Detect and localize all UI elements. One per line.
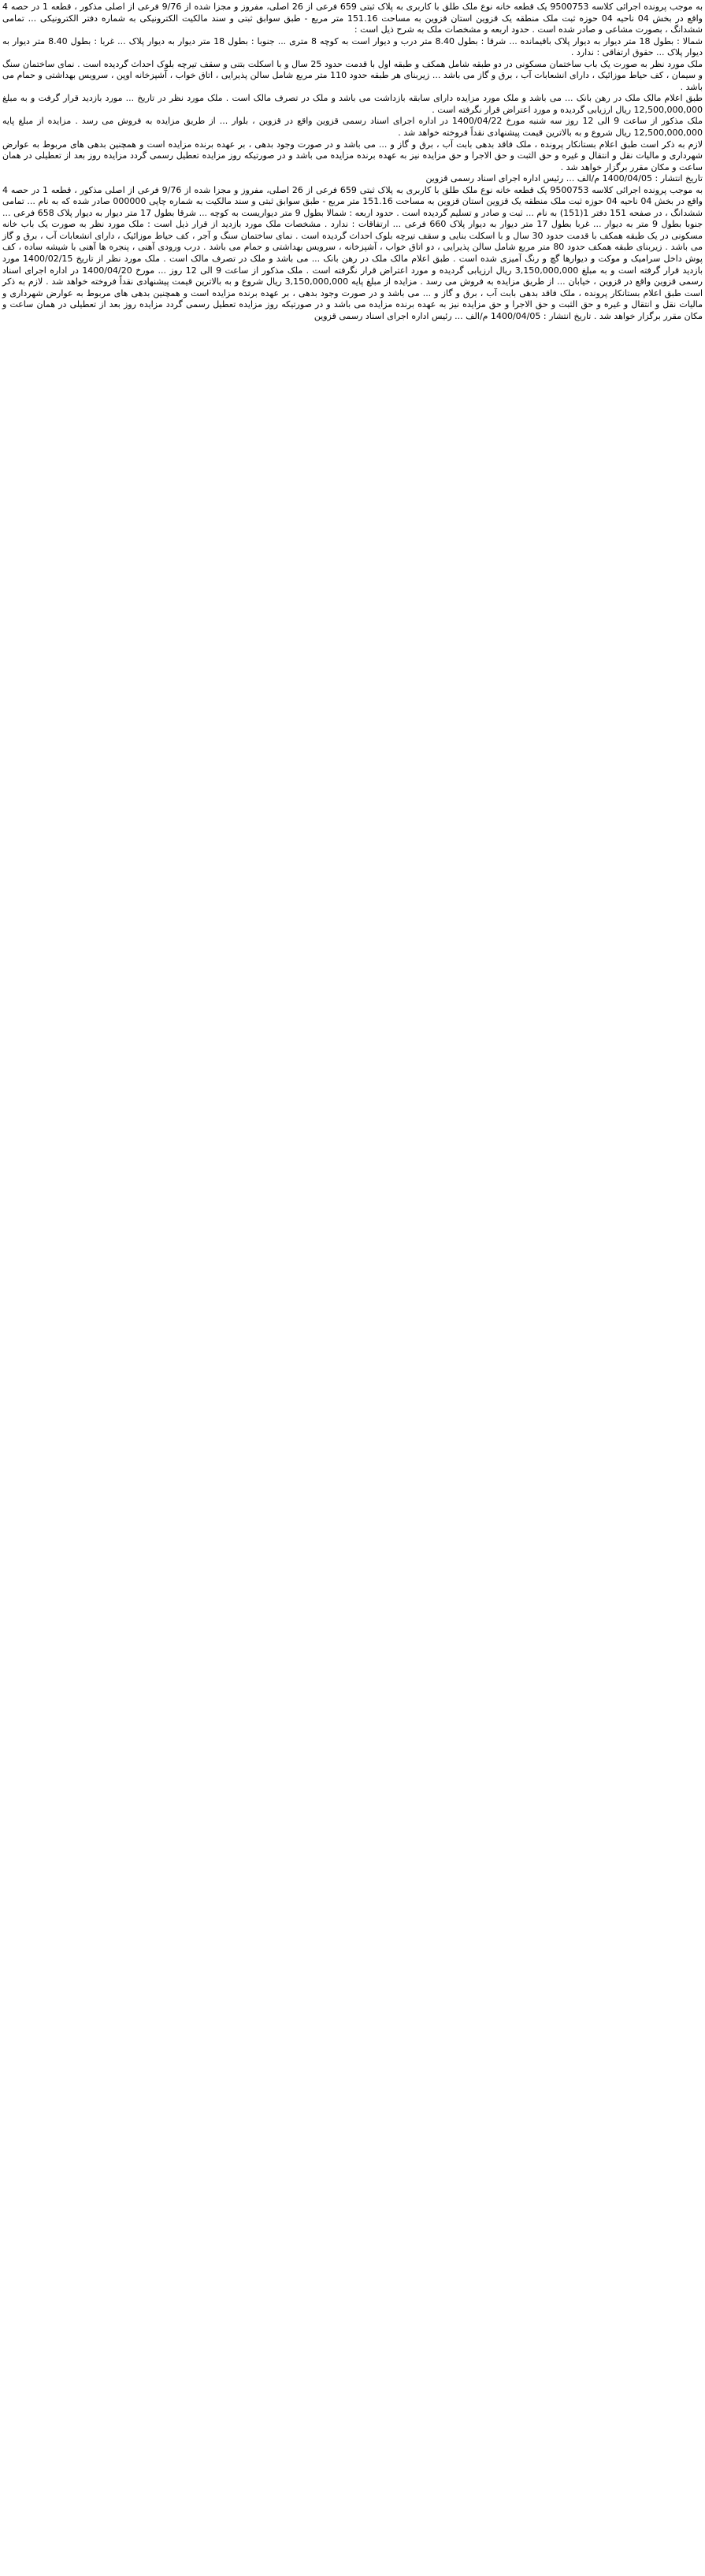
notice-paragraph: لازم به ذکر است طبق اعلام بستانکار پرونده ، ملک فاقد بدهی بابت آب ، برق و گاز و ... می باشد و در صورت وجود بدهی ، بر عهده برنده مزایده است و همچنین بدهی های مربوط به عوارض شهرداری و مالیات نقل و انتقال و غیره و حق الثبت و حق الاجرا و حق مزایده نیز به عهده برنده مزایده می باشد و در صورتیکه روز مزایده تعطیل رسمی گردد مزایده روز بعد از تعطیلی در همان ساعت و مکان مقرر برگزار خواهد شد . xyxy=(2,139,703,172)
notice-paragraph: تاریخ انتشار : 1400/04/05 م/الف ... رئیس اداره اجرای اسناد رسمی قزوین xyxy=(425,173,703,184)
notice-paragraph: به موجب پرونده اجرائی کلاسه 9500753 یک قطعه خانه نوع ملک طلق با کاربری به پلاک ثبتی 659 فرعی از 26 اصلی، مفروز و مجزا شده از 9/76 فرعی از اصلی مذکور ، قطعه 1 در حصه 4 واقع در بخش 04 ناحیه 04 حوزه ثبت ملک منطقه یک قزوین استان قزوین به مساحت 151.16 متر مربع - طبق سوابق ثبتی و سند مالکیت الکترونیکی به شماره دفتر الکترونیکی ... تمامی ششدانگ ، بصورت مشاعی و صادر شده است . حدود اربعه و مشخصات ملک به شرح ذیل است : xyxy=(2,2,703,35)
notice-body-full: به موجب پرونده اجرائی کلاسه 9500753 یک قطعه خانه نوع ملک طلق با کاربری به پلاک ثبتی 659 فرعی از 26 اصلی، مفروز و مجزا شده از 9/76 فرعی از اصلی مذکور ، قطعه 1 در حصه 4 واقع در بخش 04 ناحیه 04 حوزه ثبت ملک منطقه یک قزوین استان قزوین به مساحت 151.16 متر مربع - طبق سوابق ثبتی و سند مالکیت به شماره چاپی 000000 صادر شده که به نام ... تمامی ششدانگ ، در صفحه 151 دفتر 1(151) به نام ... ثبت و صادر و تسلیم گردیده است . حدود اربعه : شمالا بطول 9 متر دیواریست به کوچه ... شرقا بطول 17 متر دیوار به دیوار پلاک 658 فرعی ... جنوبا بطول 9 متر به دیوار ... غربا بطول 17 متر دیوار به دیوار پلاک 660 فرعی ... ارتفاقات : ندارد . مشخصات ملک مورد بازدید از قرار ذیل است : ملک مورد نظر به صورت یک باب خانه مسکونی در یک طبقه همکف با قدمت حدود 30 سال و با اسکلت بنایی و سقف تیرچه بلوک احداث گردیده است . نمای ساختمان سنگ و آجر ، کف حیاط موزائیک ، دارای انشعابات آب ، برق و گاز می باشد . زیربنای طبقه همکف حدود 80 متر مربع شامل سالن پذیرایی ، دو اتاق خواب ، آشپزخانه ، سرویس بهداشتی و حمام می باشد . درب ورودی آهنی ، پنجره ها آهنی با شیشه ساده ، کف پوش داخل سرامیک و موکت و دیوارها گچ و رنگ آمیزی شده است . طبق اعلام مالک ملک در رهن بانک ... می باشد و ملک در تصرف مالک است . ملک مورد نظر از تاریخ 1400/02/15 مورد بازدید قرار گرفته است و به مبلغ 3,150,000,000 ریال ارزیابی گردیده و مورد اعتراض قرار نگرفته است . ملک مذکور از ساعت 9 الی 12 روز ... مورخ 1400/04/20 در اداره اجرای اسناد رسمی قزوین واقع در قزوین ، خیابان ... از طریق مزایده به فروش می رسد . مزایده از مبلغ پایه 3,150,000,000 ریال شروع و به بالاترین قیمت پیشنهادی نقداً فروخته خواهد شد . لازم به ذکر است طبق اعلام بستانکار پرونده ، ملک فاقد بدهی بابت آب ، برق و گاز و ... می باشد و در صورت وجود بدهی ، بر عهده برنده مزایده است و همچنین بدهی های مربوط به عوارض شهرداری و مالیات نقل و انتقال و غیره و حق الثبت و حق الاجرا و حق مزایده نیز به عهده برنده مزایده می باشد و در صورتیکه روز مزایده تعطیل رسمی گردد مزایده روز بعد از تعطیلی در همان ساعت و مکان مقرر برگزار خواهد شد . تاریخ انتشار : 1400/04/05 م/الف ... رئیس اداره اجرای اسناد رسمی قزوین xyxy=(2,184,703,321)
notice-paragraph: ملک مذکور از ساعت 9 الی 12 روز سه شنبه مورخ 1400/04/22 در اداره اجرای اسناد رسمی قزوین واقع در قزوین ، بلوار ... از طریق مزایده به فروش می رسد . مزایده از مبلغ پایه 12,500,000,000 ریال شروع و به بالاترین قیمت پیشنهادی نقداً فروخته خواهد شد . xyxy=(2,116,703,139)
notice-paragraph: ملک مورد نظر به صورت یک باب ساختمان مسکونی در دو طبقه شامل همکف و طبقه اول با قدمت حدود 25 سال و با اسکلت بتنی و سقف تیرچه بلوک احداث گردیده است . نمای ساختمان سنگ و سیمان ، کف حیاط موزائیک ، دارای انشعابات آب ، برق و گاز می باشد ... زیربنای هر طبقه حدود 110 متر مربع شامل سالن پذیرایی ، اتاق خواب ، آشپزخانه اوپن ، سرویس بهداشتی و حمام می باشد . xyxy=(2,58,703,92)
notice-paragraph: شمالا : بطول 18 متر دیوار به دیوار پلاک باقیمانده ... شرقا : بطول 8.40 متر درب و دیوار است به کوچه 8 متری ... جنوبا : بطول 18 متر دیوار به دیوار پلاک ... غربا : بطول 8.40 متر دیوار به دیوار پلاک ... حقوق ارتفاقی : ندارد . xyxy=(2,35,703,58)
notice-paragraph: طبق اعلام مالک ملک در رهن بانک ... می باشد و ملک مورد مزایده دارای سابقه بازداشت می باشد و ملک در تصرف مالک است . ملک مورد نظر در تاریخ ... مورد بازدید قرار گرفت و به مبلغ 12,500,000,000 ریال ارزیابی گردیده و مورد اعتراض قرار نگرفته است . xyxy=(2,93,703,115)
